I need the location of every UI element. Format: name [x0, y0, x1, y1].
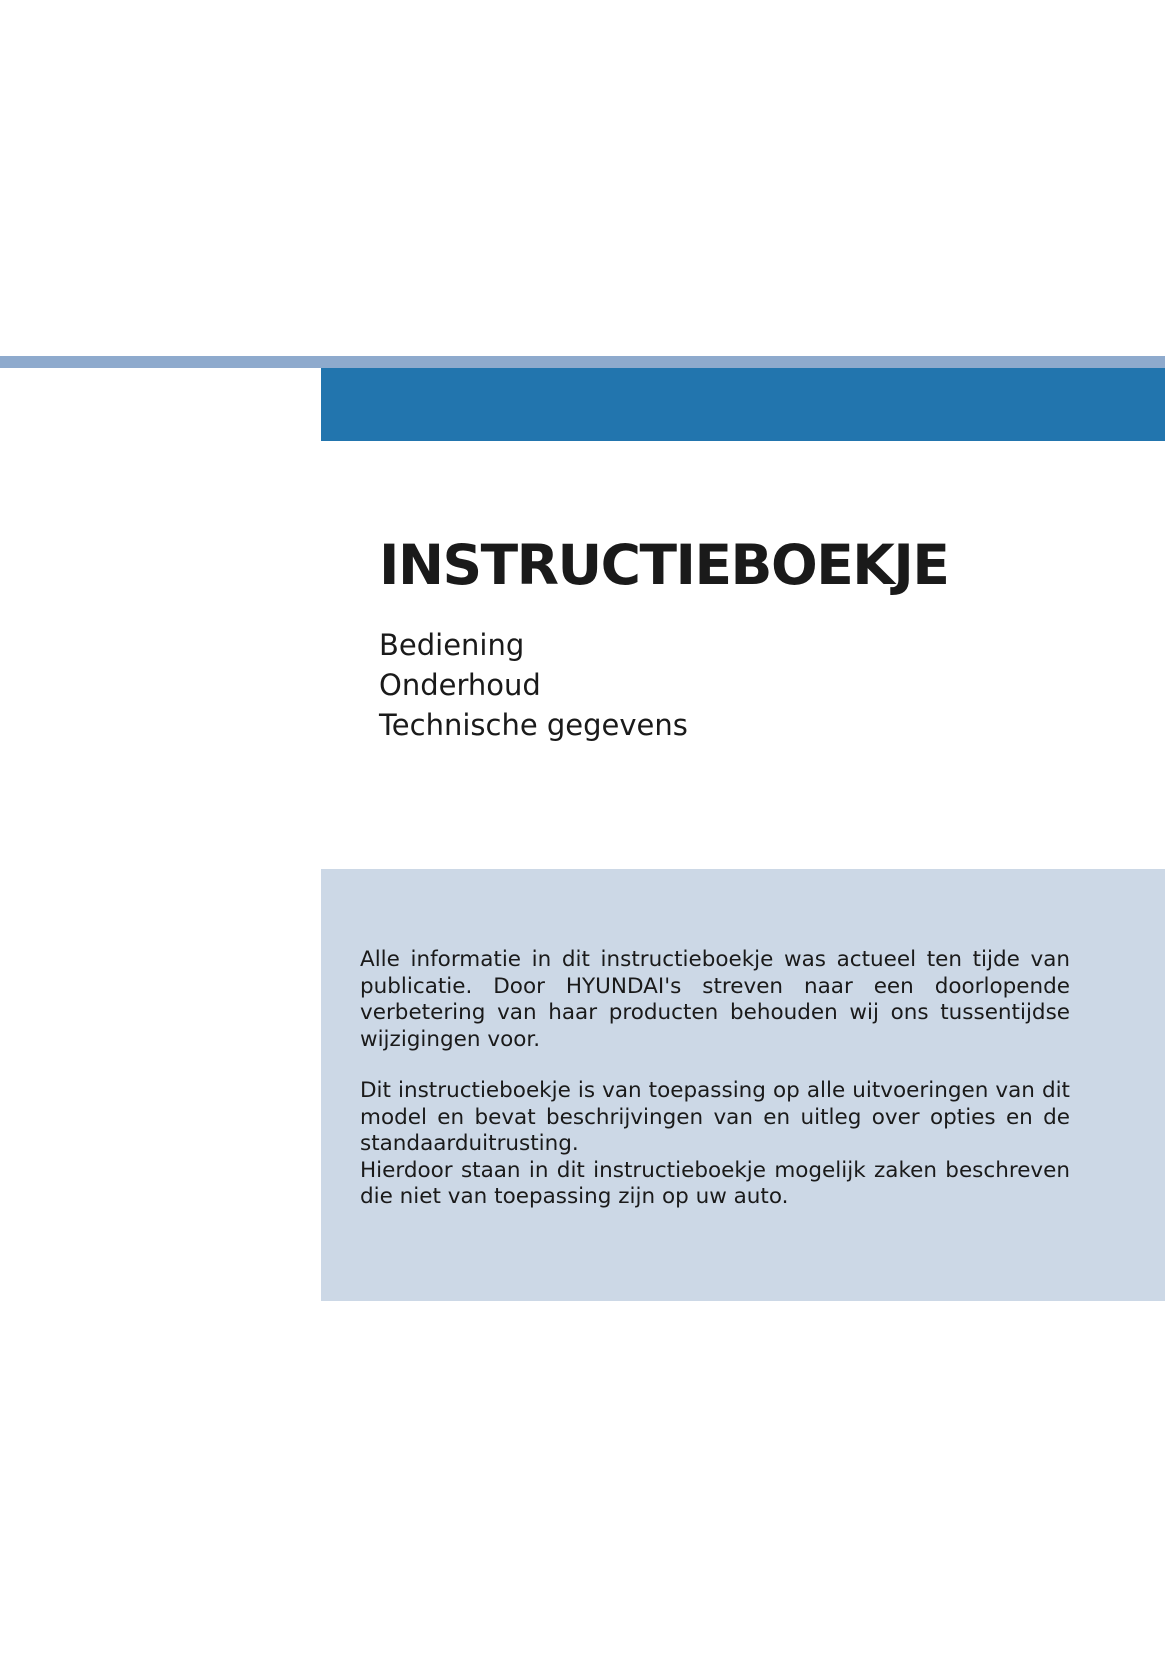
subtitle-onderhoud: Onderhoud	[379, 668, 541, 702]
info-text	[360, 947, 1070, 1211]
page-title: INSTRUCTIEBOEKJE	[379, 533, 949, 597]
subtitle-technische-gegevens: Technische gegevens	[379, 708, 688, 742]
header-accent-bar	[321, 368, 1165, 441]
info-paragraph-3: Hierdoor staan in dit instructieboekje mogelijk zaken beschreven die niet van toepassing zijn op uw auto.	[360, 1157, 1070, 1209]
info-paragraph-2: Dit instructieboekje is van toepassing op alle uitvoeringen van dit model en bevat beschrijvingen van en uitleg over opties en de standaarduitrusting.	[360, 1078, 1070, 1156]
subtitle-list	[379, 625, 688, 745]
header-thin-bar	[0, 356, 1165, 368]
info-paragraph-1: Alle informatie in dit instructieboekje was actueel ten tijde van publicatie. Door HYUNDAI's streven naar een doorlopende verbetering van haar producten behouden wij ons tussentijdse wijzigingen voor.	[360, 947, 1070, 1052]
subtitle-bediening: Bediening	[379, 628, 525, 662]
info-box	[321, 869, 1165, 1301]
